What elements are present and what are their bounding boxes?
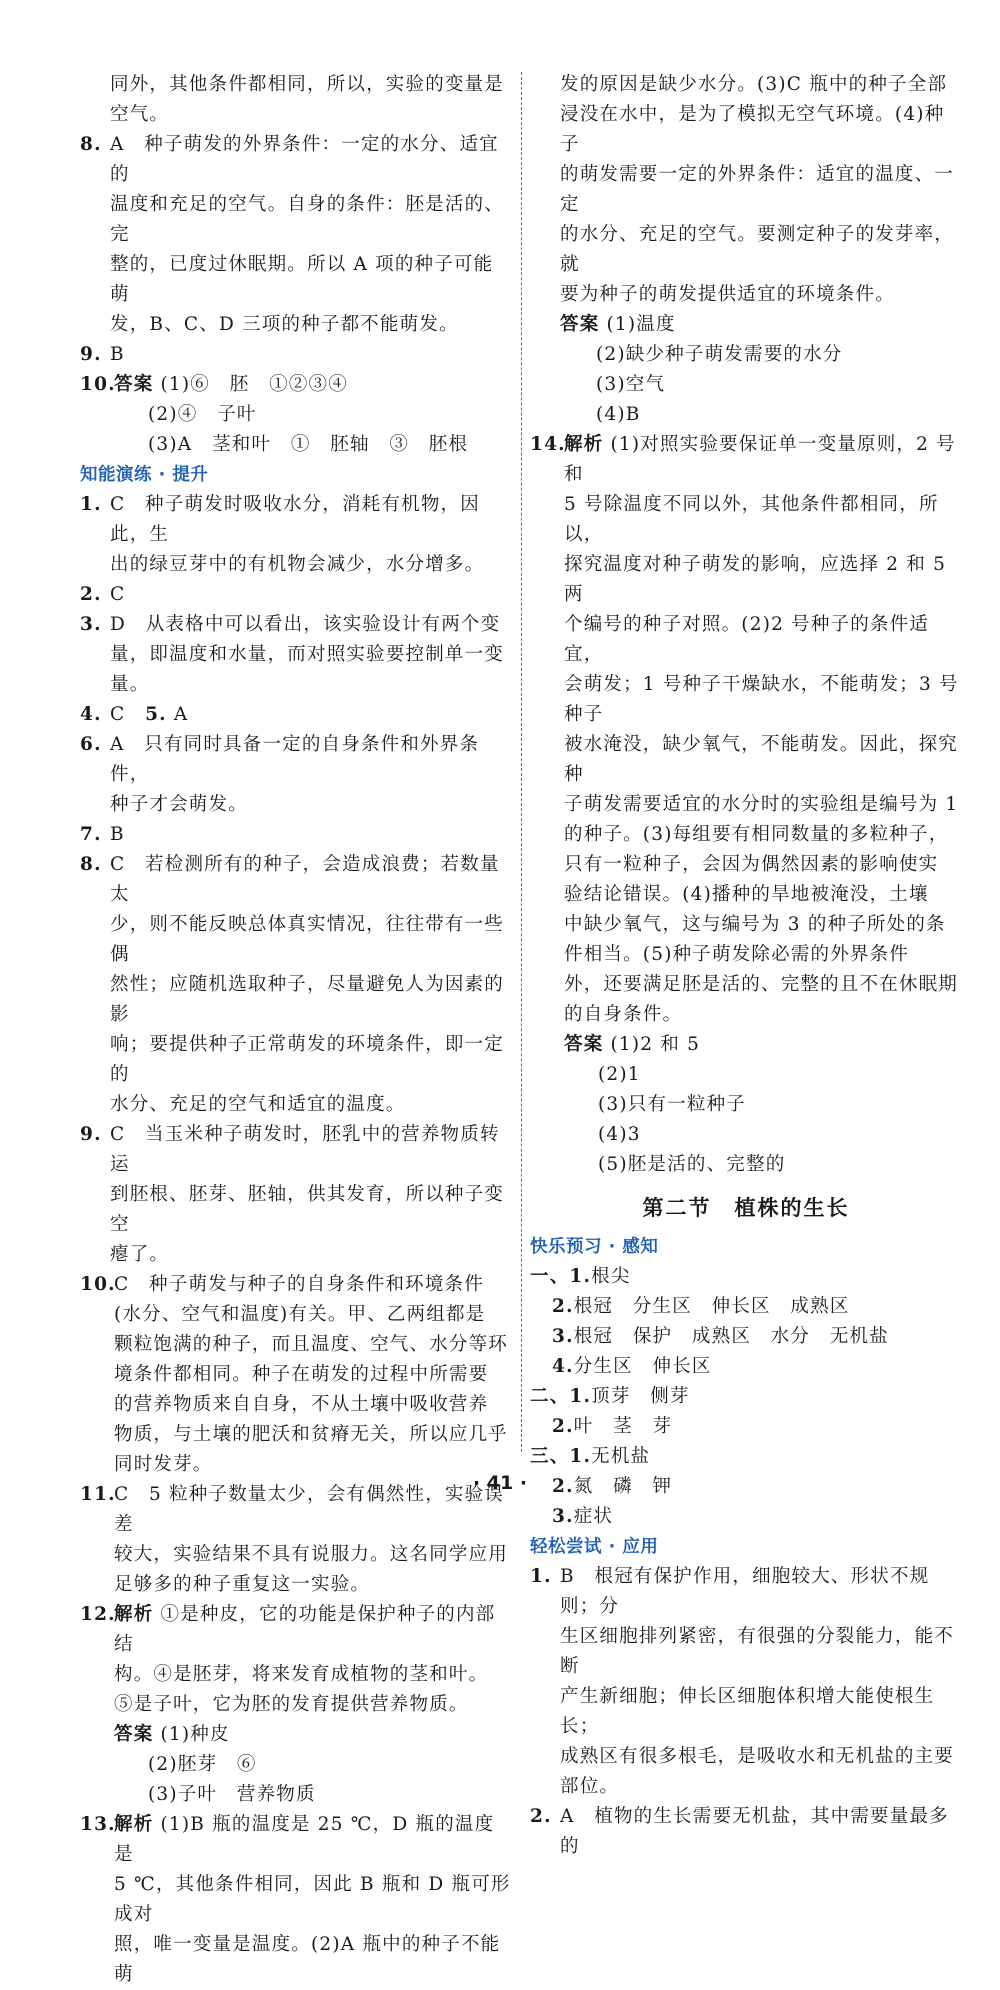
section-title: 轻松尝试 · 应用	[530, 1537, 659, 1557]
answer-item: 2. A 植物的生长需要无机盐，其中需要量最多的	[530, 1806, 949, 1857]
answer-item: 14. 解析 (1)对照实验要保证单一变量原则，2 号和	[530, 434, 956, 485]
right-column: 发的原因是缺少水分。(3)C 瓶中的种子全部 浸没在水中，是为了模拟无空气环境。(4)种子 的萌发需要一定的外界条件：适宜的温度、一定 的水分、充足的空气。要测定种子的发芽率，就 要为种子的萌发提供适宜的环境条件。 答案 (1)温度 (2)缺少种子萌发需要的水分 (3)空气 (4)B 14. 解析 (1)对照实验要保证单一变量原则，2 号和 5 号除温度不同以外，其他条件都相同，所以， 探究温度对种子萌发的影响，应选择 2 和 5 两 个编号的种子对照。(2)2 号种子的条件适宜， 会萌发；1 号种子干燥缺水，不能萌发；3 号种子 被水淹没，缺少氧气，不能萌发。因此，探究种 子萌发需要适宜的水分时的实验组是编号为 1 的种子。(3)每组要有相同数量的多粒种子， 只有一粒种子，会因为偶然因素的影响使实 验结论错误。(4)播种的旱地被淹没，土壤 中缺少氧气，这与编号为 3 的种子所处的条 件相当。(5)种子萌发除必需的外界条件 外，还要满足胚是活的、完整的且不在休眠期 的自身条件。 答案 (1)2 和 5 (2)1 (3)只有一粒种子 (4)3 (5)胚是活的、完整的 第二节 植株的生长 快乐预习 · 感知 一、1. 根尖 2. 根冠 分生区 伸长区 成熟区 3. 根冠 保护 成熟区 水分 无机盐 4. 分生区 伸长区 二、1. 顶芽 侧芽 2. 叶 茎 芽 三、1. 无机盐 2. 氮 磷 钾 3. 症状 轻松尝试 · 应用 1. B 根冠有保护作用，细胞较大、形状不规则；分 生区细胞排列紧密，有很强的分裂能力，能不断 产生新细胞；伸长区细胞体积增大能使根生长； 成熟区有很多根毛，是吸收水和无机盐的主要 部位。 2. A 植物的生长需要无机盐，其中需要量最多的	[530, 70, 962, 1862]
answer-item: 3. D 从表格中可以看出，该实验设计有两个变	[80, 614, 501, 635]
answer-item: 12. 解析 ①是种皮，它的功能是保护种子的内部结	[80, 1604, 496, 1655]
answer-item: 9. B	[80, 344, 125, 365]
answer-item: 10. C 种子萌发与种子的自身条件和环境条件	[80, 1274, 484, 1295]
list-item: 三、1. 无机盐	[530, 1446, 651, 1467]
answer-item: 6. A 只有同时具备一定的自身条件和外界条件，	[80, 734, 480, 785]
left-column: 同外，其他条件都相同，所以，实验的变量是 空气。 8. A 种子萌发的外界条件：一定的水分、适宜的 温度和充足的空气。自身的条件：胚是活的、完 整的，已度过休眠期。所以 A 项的种子可能萌 发，B、C、D 三项的种子都不能萌发。 9. B 10. 答案 (1)⑥ 胚 ①②③④ (2)④ 子叶 (3)A 茎和叶 ① 胚轴 ③ 胚根 知能演练 · 提升 1. C 种子萌发时吸收水分，消耗有机物，因此，生 出的绿豆芽中的有机物会减少，水分增多。 2. C 3. D 从表格中可以看出，该实验设计有两个变 量，即温度和水量，而对照实验要控制单一变量。 4. C 5. A 6. A 只有同时具备一定的自身条件和外界条件， 种子才会萌发。 7. B 8. C 若检测所有的种子，会造成浪费；若数量太 少，则不能反映总体真实情况，往往带有一些偶 然性；应随机选取种子，尽量避免人为因素的影 响；要提供种子正常萌发的环境条件，即一定的 水分、充足的空气和适宜的温度。 9. C 当玉米种子萌发时，胚乳中的营养物质转运 到胚根、胚芽、胚轴，供其发育，所以种子变空 瘪了。 10. C 种子萌发与种子的自身条件和环境条件 (水分、空气和温度)有关。甲、乙两组都是 颗粒饱满的种子，而且温度、空气、水分等环 境条件都相同。种子在萌发的过程中所需要 的营养物质来自自身，不从土壤中吸收营养 物质，与土壤的肥沃和贫瘠无关，所以应几乎 同时发芽。 11. C 5 粒种子数量太少，会有偶然性，实验误差 较大，实验结果不具有说服力。这名同学应用 足够多的种子重复这一实验。 12. 解析 ①是种皮，它的功能是保护种子的内部结 构。④是胚芽，将来发育成植物的茎和叶。 ⑤是子叶，它为胚的发育提供营养物质。 答案 (1)种皮 (2)胚芽 ⑥ (3)子叶 营养物质 13. 解析 (1)B 瓶的温度是 25 ℃，D 瓶的温度是 5 ℃，其他条件相同，因此 B 瓶和 D 瓶可形成对 照，唯一变量是温度。(2)A 瓶中的种子不能萌	[80, 70, 512, 1990]
list-item: 3. 根冠 保护 成熟区 水分 无机盐	[552, 1326, 889, 1347]
answer-item: 11. C 5 粒种子数量太少，会有偶然性，实验误差	[80, 1484, 505, 1535]
answer-item: 4. C 5. A	[80, 704, 189, 725]
list-item: 3. 症状	[552, 1506, 614, 1527]
column-divider	[521, 72, 522, 1452]
list-item: 2. 根冠 分生区 伸长区 成熟区	[552, 1296, 850, 1317]
answer-item: 13. 解析 (1)B 瓶的温度是 25 ℃，D 瓶的温度是	[80, 1814, 495, 1865]
section-title: 快乐预习 · 感知	[530, 1237, 659, 1257]
intro-block: 同外，其他条件都相同，所以，实验的变量是	[110, 74, 505, 95]
answer-item: 10. 答案 (1)⑥ 胚 ①②③④	[80, 374, 348, 395]
section-title: 知能演练 · 提升	[80, 465, 209, 485]
answer-item: 2. C	[80, 584, 126, 605]
page-number: · 41 ·	[472, 1472, 528, 1494]
list-item: 2. 氮 磷 钾	[552, 1476, 673, 1497]
answer-item: 1. C 种子萌发时吸收水分，消耗有机物，因此，生	[80, 494, 480, 545]
answer-item: 8. C 若检测所有的种子，会造成浪费；若数量太	[80, 854, 500, 905]
list-item: 2. 叶 茎 芽	[552, 1416, 673, 1437]
answer-item: 7. B	[80, 824, 125, 845]
list-item: 4. 分生区 伸长区	[552, 1356, 712, 1377]
answer-item: 8. A 种子萌发的外界条件：一定的水分、适宜的	[80, 134, 499, 185]
answer-item: 9. C 当玉米种子萌发时，胚乳中的营养物质转运	[80, 1124, 500, 1175]
section-heading: 第二节 植株的生长	[642, 1196, 850, 1220]
list-item: 二、1. 顶芽 侧芽	[530, 1386, 690, 1407]
list-item: 一、1. 根尖	[530, 1266, 631, 1287]
answer-item: 1. B 根冠有保护作用，细胞较大、形状不规则；分	[530, 1566, 930, 1617]
